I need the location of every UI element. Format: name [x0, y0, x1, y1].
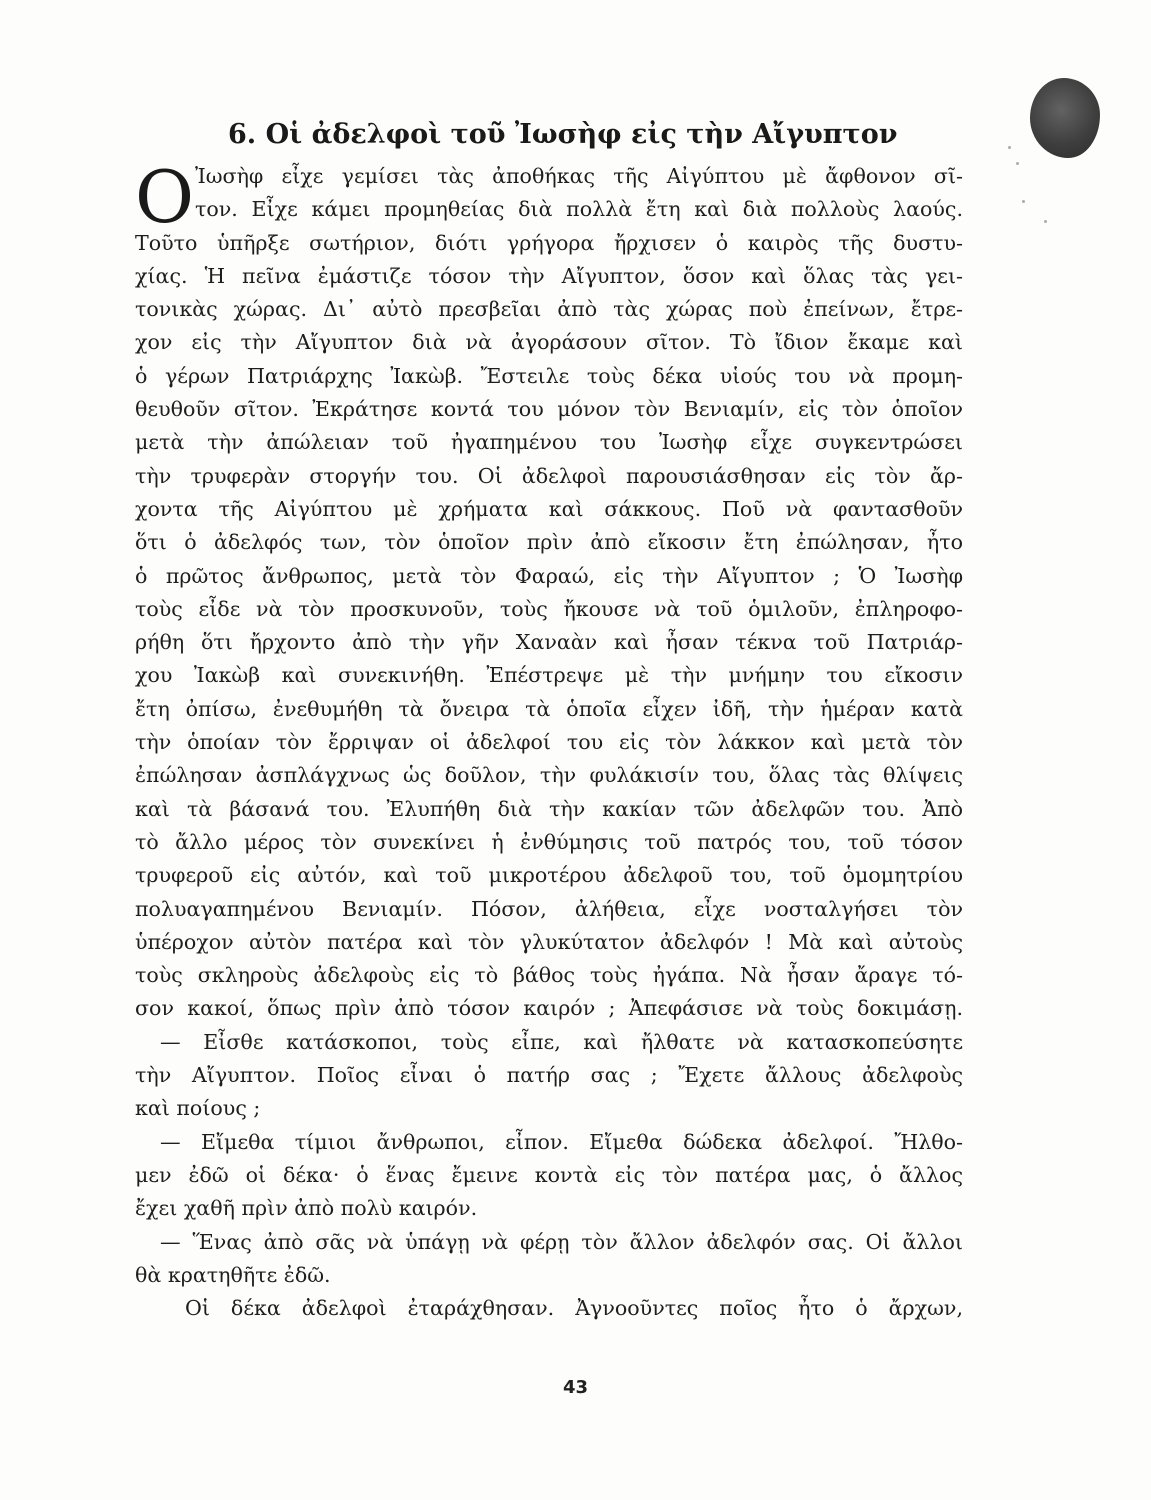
text-line: σον κακοί, ὅπως πρὶν ἀπὸ τόσον καιρόν ; Ἀπεφάσισε νὰ τοὺς δοκιμάσῃ. — [135, 996, 963, 1021]
text-line: χου Ἰακὼβ καὶ συνεκινήθη. Ἐπέστρεψε μὲ τὴν μνήμην του εἴκοσιν — [135, 663, 963, 688]
text-line: ἔχει χαθῆ πρὶν ἀπὸ πολὺ καιρόν. — [135, 1196, 478, 1221]
text-line: τονικὰς χώρας. Δι᾿ αὐτὸ πρεσβεῖαι ἀπὸ τὰς χώρας ποὺ ἐπείνων, ἔτρε- — [135, 297, 963, 322]
text-line: ὅτι ὁ ἀδελφός των, τὸν ὁποῖον πρὶν ἀπὸ εἴκοσιν ἔτη ἐπώλησαν, ἦτο — [135, 530, 963, 555]
text-line: ὁ γέρων Πατριάρχης Ἰακὼβ. Ἔστειλε τοὺς δέκα υἱούς του νὰ προμη- — [135, 363, 963, 388]
text-line: χοντα τῆς Αἰγύπτου μὲ χρήματα καὶ σάκκους. Ποῦ νὰ φαντασθοῦν — [135, 496, 963, 521]
text-line: καὶ τὰ βάσανά του. Ἐλυπήθη διὰ τὴν κακίαν τῶν ἀδελφῶν του. Ἀπὸ — [135, 796, 963, 821]
paper-speck — [1022, 200, 1025, 203]
page-number: 43 — [562, 1377, 589, 1398]
ink-blot — [1030, 78, 1100, 158]
text-line: τὴν Αἴγυπτον. Ποῖος εἶναι ὁ πατήρ σας ; Ἔχετε ἄλλους ἀδελφοὺς — [135, 1063, 963, 1088]
dialogue-line: — Εἴμεθα τίμιοι ἄνθρωποι, εἶπον. Εἴμεθα δώδεκα ἀδελφοί. Ἤλθο- — [160, 1129, 963, 1154]
text-line: τοὺς σκληροὺς ἀδελφοὺς εἰς τὸ βάθος τοὺς ἠγάπα. Νὰ ἦσαν ἄραγε τό- — [135, 963, 963, 988]
paper-speck — [1008, 146, 1011, 149]
text-line: καὶ ποίους ; — [135, 1096, 261, 1121]
text-line: ὁ πρῶτος ἄνθρωπος, μετὰ τὸν Φαραώ, εἰς τὴν Αἴγυπτον ; Ὁ Ἰωσὴφ — [135, 563, 963, 588]
drop-cap: O — [135, 155, 195, 239]
text-line: μετὰ τὴν ἀπώλειαν τοῦ ἠγαπημένου του Ἰωσὴφ εἶχε συγκεντρώσει — [135, 430, 963, 455]
text-line: τρυφεροῦ εἰς αὐτόν, καὶ τοῦ μικροτέρου ἀδελφοῦ του, τοῦ ὁμομητρίου — [135, 863, 963, 888]
text-line: μεν ἐδῶ οἱ δέκα· ὁ ἕνας ἔμεινε κοντὰ εἰς τὸν πατέρα μας, ὁ ἄλλος — [135, 1162, 963, 1187]
text-line: τοὺς εἶδε νὰ τὸν προσκυνοῦν, τοὺς ἤκουσε νὰ τοῦ ὁμιλοῦν, ἐπληροφο- — [135, 596, 963, 621]
dialogue-line: — Ἕνας ἀπὸ σᾶς νὰ ὑπάγῃ νὰ φέρῃ τὸν ἄλλον ἀδελφόν σας. Οἱ ἄλλοι — [160, 1229, 963, 1254]
text-line: Οἱ δέκα ἀδελφοὶ ἐταράχθησαν. Ἀγνοοῦντες ποῖος ἦτο ὁ ἄρχων, — [185, 1296, 963, 1321]
text-line: θὰ κρατηθῆτε ἐδῶ. — [135, 1262, 331, 1287]
paper-speck — [1016, 162, 1019, 165]
dialogue-line: — Εἶσθε κατάσκοποι, τοὺς εἶπε, καὶ ἤλθατε νὰ κατασκοπεύσητε — [160, 1029, 963, 1054]
text-line: ἔτη ὀπίσω, ἐνεθυμήθη τὰ ὄνειρα τὰ ὁποῖα εἶχεν ἰδῆ, τὴν ἡμέραν κατὰ — [135, 696, 963, 721]
text-line: Ἰωσὴφ εἶχε γεμίσει τὰς ἀποθήκας τῆς Αἰγύπτου μὲ ἄφθονον σῖ- — [195, 164, 963, 188]
page-title: 6. Οἱ ἀδελφοὶ τοῦ Ἰωσὴφ εἰς τὴν Αἴγυπτον — [228, 119, 898, 150]
paper-speck — [1044, 220, 1047, 223]
text-line: τὴν ὁποίαν τὸν ἔρριψαν οἱ ἀδελφοί του εἰς τὸν λάκκον καὶ μετὰ τὸν — [135, 730, 963, 755]
text-line: τὸ ἄλλο μέρος τὸν συνεκίνει ἡ ἐνθύμησις τοῦ πατρός του, τοῦ τόσον — [135, 829, 963, 854]
text-line: τὴν τρυφερὰν στοργήν του. Οἱ ἀδελφοὶ παρουσιάσθησαν εἰς τὸν ἄρ- — [135, 463, 963, 488]
text-line: ἐπώλησαν ἀσπλάγχνως ὡς δοῦλον, τὴν φυλάκισίν του, ὅλας τὰς θλίψεις — [135, 763, 963, 788]
text-line: ρήθη ὅτι ἤρχοντο ἀπὸ τὴν γῆν Χαναὰν καὶ ἦσαν τέκνα τοῦ Πατριάρ- — [135, 630, 963, 655]
text-line: χον εἰς τὴν Αἴγυπτον διὰ νὰ ἀγοράσουν σῖτον. Τὸ ἴδιον ἔκαμε καὶ — [135, 330, 963, 355]
text-line: ὑπέροχον αὐτὸν πατέρα καὶ τὸν γλυκύτατον ἀδελφόν ! Μὰ καὶ αὐτοὺς — [135, 929, 963, 954]
text-line: χίας. Ἡ πεῖνα ἐμάστιζε τόσον τὴν Αἴγυπτον, ὅσον καὶ ὅλας τὰς γει- — [135, 263, 963, 288]
text-line: πολυαγαπημένου Βενιαμίν. Πόσον, ἀλήθεια, εἶχε νοσταλγήσει τὸν — [135, 896, 963, 921]
text-line: θευθοῦν σῖτον. Ἐκράτησε κοντά του μόνον τὸν Βενιαμίν, εἰς τὸν ὁποῖον — [135, 397, 963, 422]
text-line: Τοῦτο ὑπῆρξε σωτήριον, διότι γρήγορα ἤρχισεν ὁ καιρὸς τῆς δυστυ- — [135, 230, 963, 255]
body-text — [135, 155, 963, 1325]
text-line: τον. Εἶχε κάμει προμηθείας διὰ πολλὰ ἔτη καὶ διὰ πολλοὺς λαούς. — [195, 197, 963, 222]
